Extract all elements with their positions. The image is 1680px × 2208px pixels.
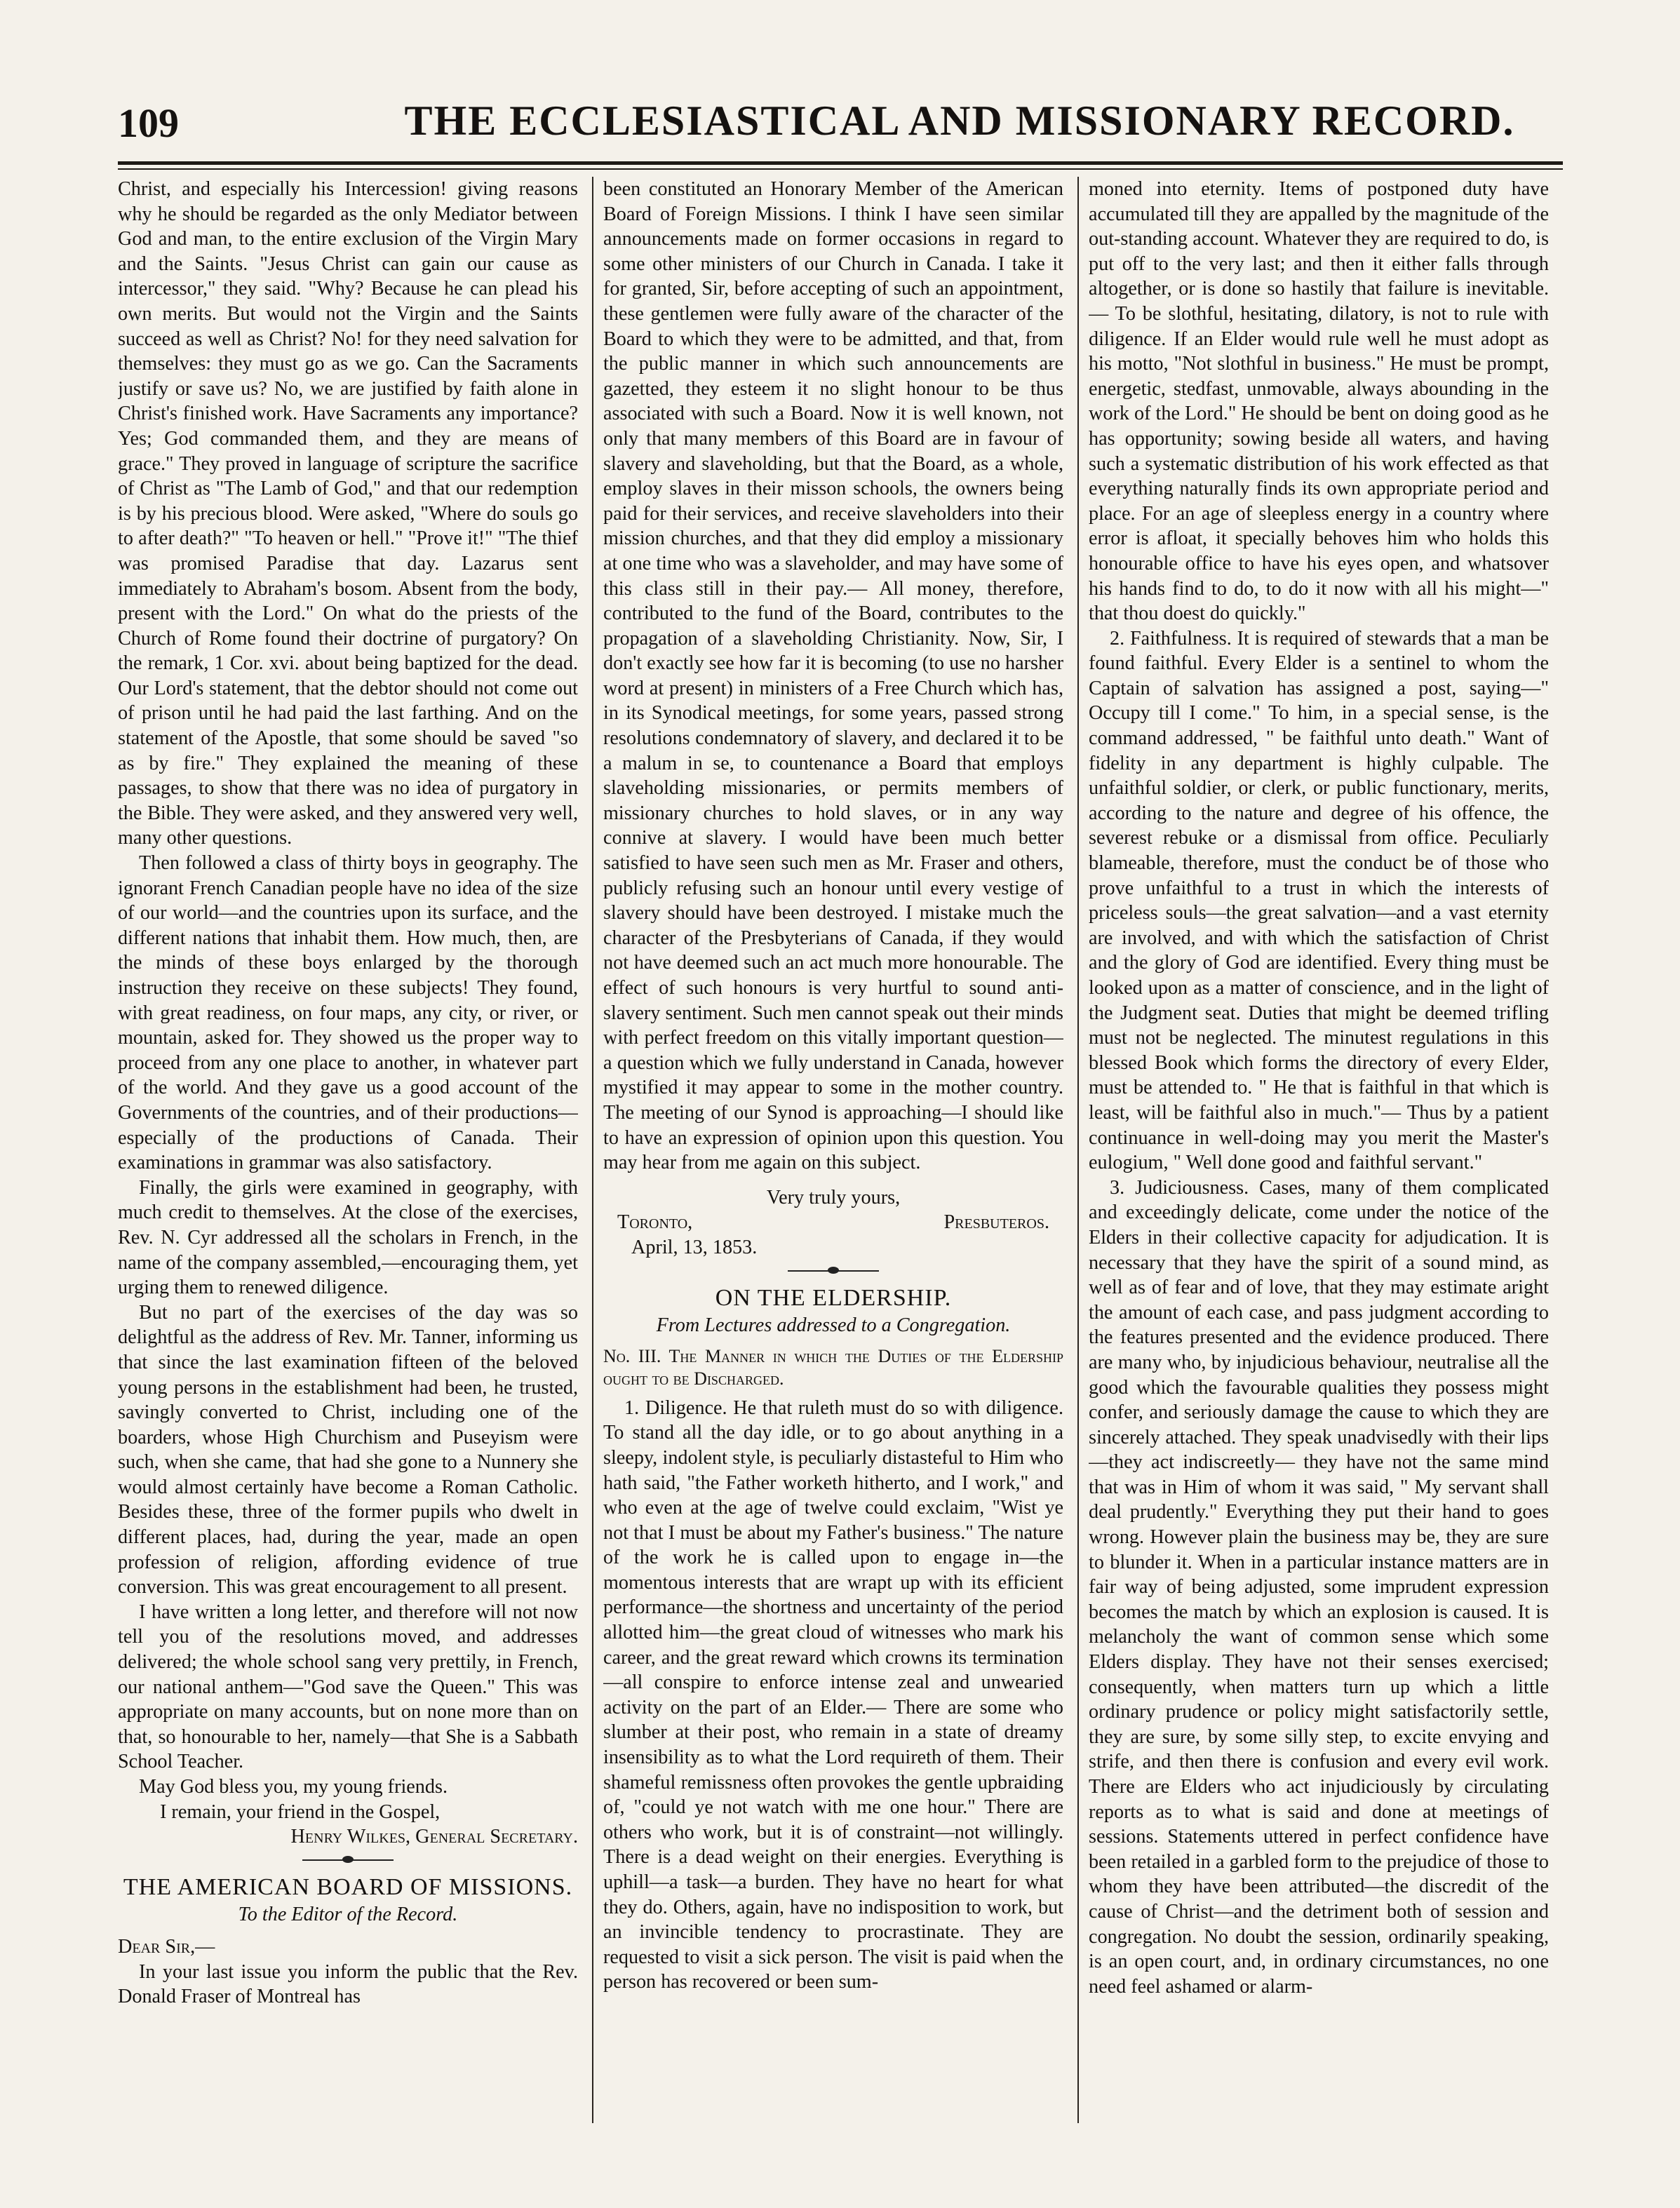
paragraph: But no part of the exercises of the day was so delightful as the address of Rev. Mr. Tanner, informing us that since the last examination fifteen of the beloved young persons in the establishment had been, he trusted, savingly converted to Christ, including one of the boarders, whose High Churchism and Puseyism were such, when she came, that had she gone to a Nunnery she would almost certainly have become a Roman Catholic. Besides these, three of the former pupils who dwelt in different places, had, during the year, made an open profession of religion, affording evidence of true conversion. This was great encouragement to all present. <box>118 1301 578 1598</box>
page-number: 109 <box>118 100 179 146</box>
paragraph: Christ, and especially his Intercession! giving reasons why he should be regarded as the only Mediator between God and man, to the entire exclusion of the Virgin Mary and the Saints. "Jesus Christ can gain our cause as intercessor," they said. "Why? Because he can plead his own merits. But would not the Virgin and the Saints succeed as well as Christ? No! for they need salvation for themselves: they must go as we go. Can the Sacraments justify or save us? No, we are justified by faith alone in Christ's finished work. Have Sacraments any importance? Yes; God commanded them, and they are means of grace." They proved in language of scripture the sacrifice of Christ as "The Lamb of God," and that our redemption is by his precious blood. Were asked, "Where do souls go to after death?" "To heaven or hell." "Prove it!" "The thief was promised Paradise that day. Lazarus sent immediately to Abraham's bosom. Absent from the body, present with the Lord." On what do the priests of the Church of Rome found their doctrine of purgatory? On the remark, 1 Cor. xvi. about being baptized for the dead. Our Lord's statement, that the debtor should not come out of prison until he had paid the last farthing. And on the statement of the Apostle, that some should be saved "so as by fire." They explained the meaning of these passages, to show that there was no idea of purgatory in the Bible. They were asked, and they answered very well, many other questions. <box>118 178 578 849</box>
date: April, 13, 1853. <box>631 1236 758 1258</box>
paragraph: I remain, your friend in the Gospel, <box>160 1800 441 1823</box>
column-divider <box>592 177 593 2123</box>
letter-closing: Very truly yours, <box>766 1186 901 1209</box>
pseudonym: Presbuteros. <box>943 1211 1049 1234</box>
column-2 <box>603 177 1063 2123</box>
ornamental-rule <box>788 1270 879 1276</box>
paragraph: 2. Faithfulness. It is required of stewards that a man be found faithful. Every Elder is a sentinel to whom the Captain of salvation has assigned a post, saying—" Occupy till I come." To him, in a special sense, is the command addressed, " be faithful unto death." Want of fidelity in any department is highly culpable. The unfaithful soldier, or clerk, or public functionary, merits, according to the nature and degree of his offence, the severest rebuke or a dismissal from office. Peculiarly blameable, therefore, must the conduct be of those who prove unfaithful to a trust in which the interests of priceless souls—the great salvation—and a vast eternity are involved, and with which the satisfaction of Christ and the glory of God are identified. Every thing must be looked upon as a matter of conscience, and in the light of the Judgment seat. Duties that might be deemed trifling must not be neglected. The minutest regulations in this blessed Book which forms the directory of every Elder, must be attended to. " He that is faithful in that which is least, will be faithful also in much."— Thus by a patient continuance in well-doing may you merit the Master's eulogium, " Well done good and faithful servant." <box>1089 627 1549 1174</box>
header-rule <box>118 161 1563 165</box>
paragraph: In your last issue you inform the public that the Rev. Donald Fraser of Montreal has <box>118 1960 578 2008</box>
column-divider <box>1077 177 1079 2123</box>
column-1 <box>118 177 578 2123</box>
column-3 <box>1089 177 1549 2123</box>
header-rule-thin <box>118 168 1563 170</box>
paragraph: 1. Diligence. He that ruleth must do so with diligence. To stand all the day idle, or to go about anything in a sleepy, indolent style, is peculiarly distasteful to Him who hath said, "the Father worketh hitherto, and I work," and who even at the age of twelve could exclaim, "Wist ye not that I must be about my Father's business." The nature of the work he is called upon to engage in—the momentous interests that are wrapt up with its efficient performance—the shortness and uncertainty of the period allotted him—the great cloud of witnesses who mark his career, and the great reward which crowns its termination—all conspire to enforce intense zeal and unwearied activity on the part of an Elder.— There are some who slumber at their post, who remain in a state of dreamy insensibility as to what the Lord requireth of them. Their shameful remissness often provokes the gentle upbraiding of, "could ye not watch with me one hour." There are others who work, but it is of constraint—not willingly. There is a dead weight on their energies. Everything is uphill—a task—a burden. They have no heart for what they do. Others, again, have no indisposition to work, but an invincible tendency to procrastinate. They are requested to visit a sick person. The visit is paid when the person has recovered or been sum- <box>603 1396 1063 1993</box>
salutation: Dear Sir,— <box>118 1935 215 1958</box>
article-subheading: From Lectures addressed to a Congregation. <box>656 1314 1011 1337</box>
running-title: THE ECCLESIASTICAL AND MISSIONARY RECORD. <box>404 97 1515 144</box>
article-heading: ON THE ELDERSHIP. <box>715 1284 952 1311</box>
article-subheading: To the Editor of the Record. <box>238 1904 458 1926</box>
paragraph: I have written a long letter, and therefore will not now tell you of the resolutions moved, and addresses delivered; the whole school sang very prettily, in French, our national anthem—"God save the Queen." This was appropriate on many accounts, but on none more than on that, so honourable to her, namely—that She is a Sabbath School Teacher. <box>118 1601 578 1773</box>
article-heading: THE AMERICAN BOARD OF MISSIONS. <box>123 1873 573 1900</box>
signature: Henry Wilkes, General Secretary. <box>290 1826 578 1848</box>
paragraph: been constituted an Honorary Member of the American Board of Foreign Missions. I think I have seen similar announcements made on former occasions in regard to some other ministers of our Church in Canada. I take it for granted, Sir, before accepting of such an appointment, these gentlemen were fully aware of the character of the Board to which they were to be admitted, and that, from the public manner in which such announcements are gazetted, they esteem it no slight honour to be thus associated with such a Board. Now it is well known, not only that many members of this Board are in favour of slavery and slaveholding, but that the Board, as a whole, employ slaves in their misson schools, the owners being paid for their services, and receive slaveholders into their mission churches, and that they did employ a missionary at one time who was a slaveholder, and may have some of this class still in their pay.— All money, therefore, contributed to the fund of the Board, contributes to the propagation of a slaveholding Christianity. Now, Sir, I don't exactly see how far it is becoming (to use no harsher word at present) in ministers of a Free Church which has, in its Synodical meetings, for some years, passed strong resolutions condemnatory of slavery, and declared it to be a malum in se, to countenance a Board that employs slaveholding missionaries, or permits members of missionary churches to hold slaves, or in any way connive at slavery. I would have been much better satisfied to have seen such men as Mr. Fraser and others, publicly refusing such an honour until every vestige of slavery should have been destroyed. I mistake much the character of the Presbyterians of Canada, if they would not have deemed such an act much more honourable. The effect of such honours is very hurtful to sound anti-slavery sentiment. Such men cannot speak out their minds with perfect freedom on this vitally important question—a question which we fully understand in Canada, however mystified it may appear to some in the mother country. The meeting of our Synod is approaching—I should like to have an expression of opinion upon this question. You may hear from me again on this subject. <box>603 178 1063 1174</box>
paragraph: Then followed a class of thirty boys in geography. The ignorant French Canadian people have no idea of the size of our world—and the countries upon its surface, and the different nations that inhabit them. How much, then, are the minds of these boys enlarged by the thorough instruction they receive on these subjects! They found, with great readiness, on four maps, any city, or river, or mountain, asked for. They showed us the proper way to proceed from any one place to another, in whatever part of the world. And they gave us a good account of the Governments of the countries, and of their productions—especially of the productions of Canada. Their examinations in grammar was also satisfactory. <box>118 852 578 1174</box>
section-title: No. III. The Manner in which the Duties of the Eldership ought to be Discharged. <box>603 1345 1063 1389</box>
paragraph: moned into eternity. Items of postponed duty have accumulated till they are appalled by the magnitude of the out-standing account. Whatever they are required to do, is put off to the very last; and then it either falls through altogether, or is done so hastily that failure is inevitable.— To be slothful, hesitating, dilatory, is not to rule with diligence. If an Elder would rule well he must adopt as his motto, "Not slothful in business." He must be prompt, energetic, stedfast, unmovable, always abounding in the work of the Lord." He should be bent on doing good as he has opportunity; sowing beside all waters, and having such a systematic distribution of his work effected as that everything naturally finds its own appropriate period and place. For an age of sleepless energy in a country where error is afloat, it specially behoves him who holds this honourable office to have his eyes open, and whatsover his hands find to do, to do it now with all his might—" that thou doest do quickly." <box>1089 178 1549 625</box>
place: Toronto, <box>617 1211 693 1234</box>
page-header <box>118 97 1563 153</box>
paragraph: May God bless you, my young friends. <box>139 1776 448 1798</box>
paragraph: Finally, the girls were examined in geography, with much credit to themselves. At the close of the exercises, Rev. N. Cyr addressed all the scholars in French, in the name of the company assembled,—encouraging them, yet urging them to renewed diligence. <box>118 1176 578 1299</box>
signature-line <box>603 1210 1063 1235</box>
paragraph: 3. Judiciousness. Cases, many of them complicated and exceedingly delicate, come under the notice of the Elders in their collective capacity for adjudication. It is necessary that they have the spirit of a sound mind, as well as of fear and of love, that they may estimate aright the amount of each case, and pass judgment according to the features presented and the evidence produced. There are many who, by injudicious behaviour, neutralise all the good which the favourable qualities they possess might confer, and seriously damage the cause to which they are sincerely attached. They speak unadvisedly with their lips—they act indiscreetly— they have not the same mind that was in Him of whom it was said, " My servant shall deal prudently." Everything they put their hand to goes wrong. However plain the business may be, they are sure to blunder it. When in a particular instance matters are in fair way of being adjusted, some imprudent expression becomes the match by which an explosion is caused. It is melancholy the want of common sense which some Elders display. They have not their senses exercised; consequently, when matters turn up which a little ordinary prudence or policy might satisfactorily settle, they are sure, by some silly step, to excite envying and strife, and then there is confusion and every evil work. There are Elders who act injudiciously by circulating reports as to what is said and done at meetings of sessions. Statements uttered in perfect confidence have been retailed in a garbled form to the prejudice of those to whom they have been attributed—the discredit of the cause of Christ—and the detriment both of session and congregation. No doubt the session, ordinarily speaking, is an open court, and, in ordinary circumstances, no one need feel ashamed or alarm- <box>1089 1176 1549 1998</box>
ornamental-rule <box>302 1859 394 1865</box>
